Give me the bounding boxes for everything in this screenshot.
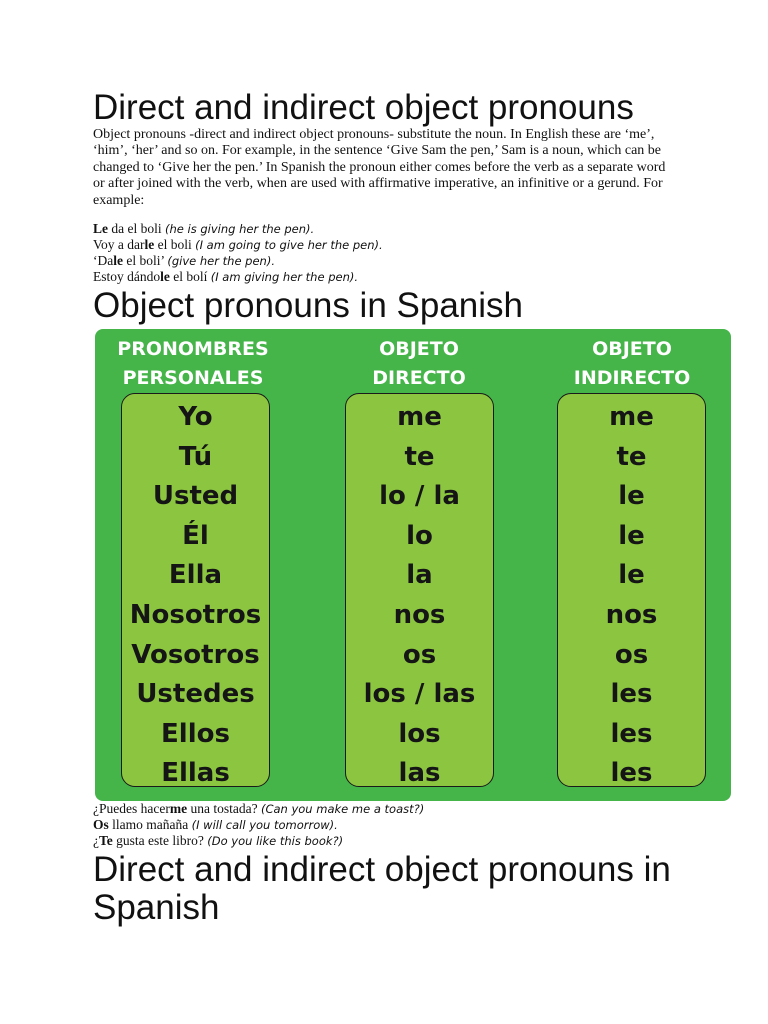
- column-header-line: OBJETO: [592, 338, 672, 360]
- example-translation: (I am giving her the pen).: [210, 270, 359, 284]
- table-cell: los / las: [363, 679, 476, 710]
- example-translation: (I will call you tomorrow).: [191, 818, 338, 832]
- example-pronoun: le: [160, 269, 170, 284]
- page-title: Direct and indirect object pronouns: [93, 88, 634, 127]
- example-sentence: [93, 801, 693, 817]
- table-cell: la: [406, 560, 433, 591]
- column-indirect-object: [557, 393, 706, 787]
- example-sentence: [93, 269, 693, 285]
- example-sentence: [93, 221, 693, 237]
- example-pronoun: Le: [93, 221, 108, 236]
- example-sentence: [93, 253, 693, 269]
- table-cell: Usted: [152, 481, 239, 512]
- example-translation: (Can you make me a toast?): [260, 802, 425, 816]
- column-header-indirect: [532, 335, 732, 393]
- example-pronoun: le: [113, 253, 123, 268]
- example-text: el bolí: [169, 269, 211, 284]
- example-pronoun: Os: [93, 817, 109, 832]
- example-translation: (I am going to give her the pen).: [195, 238, 383, 252]
- table-cell: Ellos: [161, 718, 230, 749]
- example-pronoun: me: [169, 801, 188, 816]
- example-text: gusta este libro?: [112, 833, 208, 848]
- example-text: el boli: [154, 237, 196, 252]
- example-translation: (he is giving her the pen).: [165, 222, 315, 236]
- pronoun-table: [95, 329, 731, 801]
- table-cell: Ella: [168, 560, 223, 591]
- example-text: Voy a dar: [93, 237, 145, 252]
- table-cell: Nosotros: [129, 599, 262, 630]
- table-cell: les: [610, 758, 653, 789]
- section-title: Object pronouns in Spanish: [93, 286, 523, 325]
- example-translation: (give her the pen).: [167, 254, 275, 268]
- example-text: ¿Puedes hacer: [93, 801, 170, 816]
- table-cell: le: [618, 560, 645, 591]
- example-text: da el boli: [108, 221, 165, 236]
- table-cell: lo: [406, 520, 433, 551]
- table-cell: me: [609, 402, 654, 432]
- example-translation: (Do you like this book?): [207, 834, 344, 848]
- table-cell: os: [402, 639, 437, 670]
- table-cell: os: [614, 639, 649, 670]
- example-text: ‘Da: [93, 253, 114, 268]
- table-cell: Ustedes: [136, 679, 255, 710]
- column-header-personal: [93, 335, 293, 393]
- column-header-line: PRONOMBRES: [117, 338, 269, 360]
- table-cell: nos: [393, 599, 446, 630]
- example-sentence: [93, 237, 693, 253]
- column-header-line: DIRECTO: [372, 367, 466, 389]
- example-text: ¿: [93, 833, 99, 848]
- section-title-2: Direct and indirect object pronouns in Spanish: [93, 850, 671, 927]
- column-header-direct: [319, 335, 519, 393]
- table-cell: Ellas: [161, 758, 230, 789]
- column-personal-pronouns: [121, 393, 270, 787]
- example-text: Estoy dándo: [93, 269, 161, 284]
- column-header-line: INDIRECTO: [573, 367, 691, 389]
- table-cell: Yo: [178, 402, 213, 432]
- intro-paragraph: Object pronouns -direct and indirect object pronouns- substitute the noun. In English these are ‘me’, ‘him’, ‘her’ and so on. For example, in the sentence ‘Give Sam the pen,’ Sam is a noun, which can be changed to ‘Give her the pen.’ In Spanish the pronoun either comes before the verb as a separate word or after joined with the verb, when are used with affirmative imperative, an infinitive or a gerund. For example:: [93, 127, 666, 208]
- example-sentence: [93, 817, 693, 833]
- table-cell: Vosotros: [131, 639, 260, 670]
- table-cell: les: [610, 718, 653, 749]
- table-cell: los: [398, 718, 441, 749]
- table-cell: te: [404, 441, 435, 472]
- table-cell: las: [398, 758, 441, 789]
- table-cell: Tú: [178, 441, 213, 472]
- example-pronoun: le: [144, 237, 155, 252]
- table-cell: le: [618, 520, 645, 551]
- table-cell: nos: [605, 599, 658, 630]
- table-cell: Él: [182, 520, 209, 551]
- table-cell: lo / la: [379, 481, 460, 512]
- example-pronoun: Te: [99, 833, 113, 848]
- example-text: llamo mañaña: [108, 817, 192, 832]
- column-header-line: PERSONALES: [122, 367, 264, 389]
- table-cell: me: [397, 402, 442, 432]
- table-cell: les: [610, 679, 653, 710]
- example-text: una tostada?: [187, 801, 261, 816]
- example-sentence: [93, 833, 693, 849]
- example-sentences: [93, 221, 693, 285]
- table-cell: le: [618, 481, 645, 512]
- table-cell: te: [616, 441, 647, 472]
- example-sentences-2: [93, 801, 693, 849]
- column-header-line: OBJETO: [379, 338, 459, 360]
- example-text: el boli’: [123, 253, 168, 268]
- column-direct-object: [345, 393, 494, 787]
